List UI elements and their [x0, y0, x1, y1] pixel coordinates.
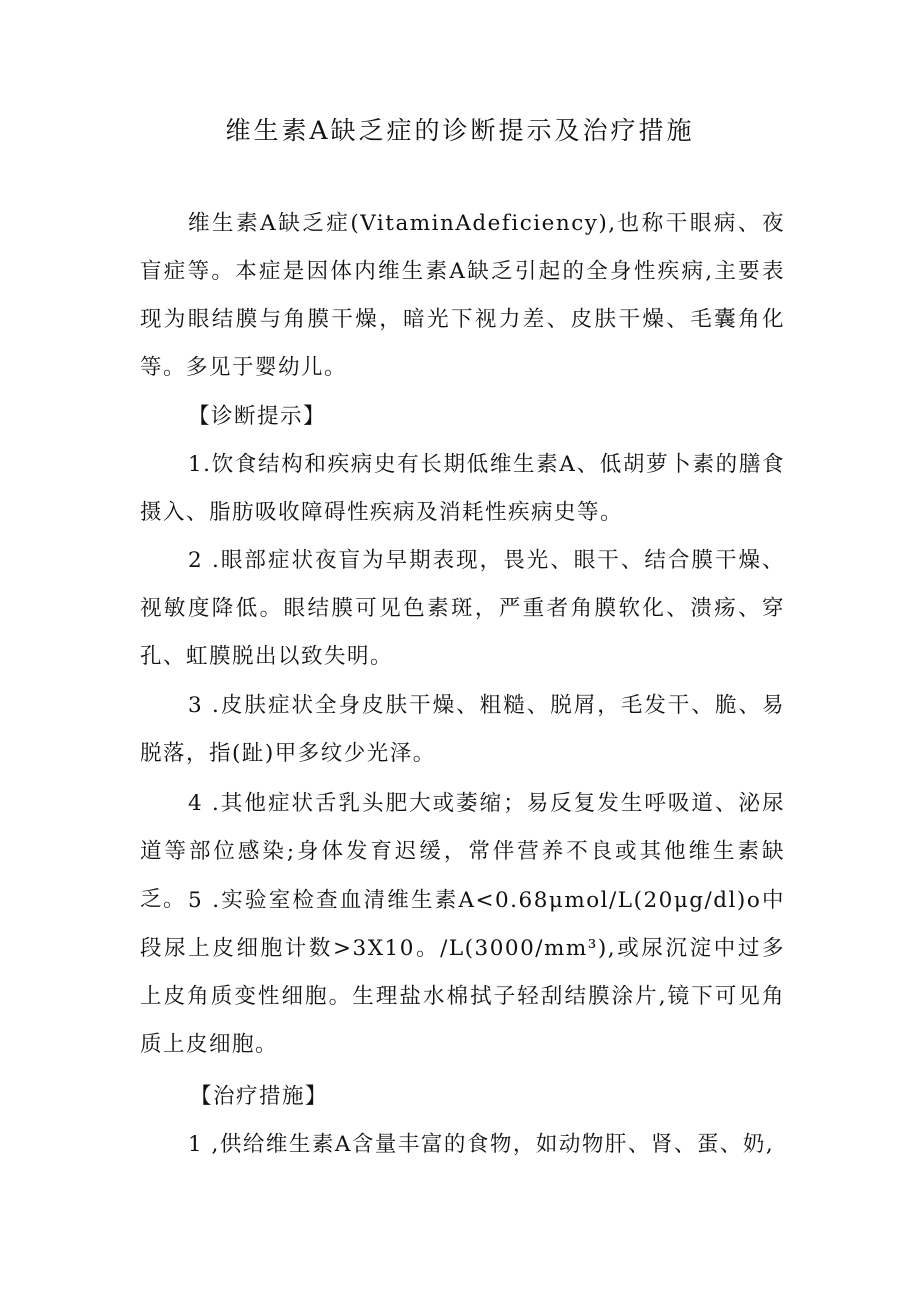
- diagnosis-item-1: 1.饮食结构和疾病史有长期低维生素A、低胡萝卜素的膳食摄入、脂肪吸收障碍性疾病及消耗性疾病史等。: [140, 452, 785, 525]
- diagnosis-heading: 【诊断提示】: [188, 404, 327, 429]
- document-title: 维生素A缺乏症的诊断提示及治疗措施: [225, 116, 695, 145]
- intro-paragraph: 维生素A缺乏症(VitaminAdeficiency),也称干眼病、夜盲症等。本症是因体内维生素A缺乏引起的全身性疾病,主要表现为眼结膜与角膜干燥，暗光下视力差、皮肤干燥、毛囊角化等。多见于婴幼儿。: [140, 211, 785, 380]
- treatment-item-1: 1 ,供给维生素A含量丰富的食物，如动物肝、肾、蛋、奶,: [188, 1132, 775, 1157]
- diagnosis-item-2: 2 .眼部症状夜盲为早期表现，畏光、眼干、结合膜干燥、视敏度降低。眼结膜可见色素斑，严重者角膜软化、溃疡、穿孔、虹膜脱出以致失明。: [140, 548, 785, 669]
- diagnosis-item-5: 5 .实验室检查血清维生素A<0.68μmol∕L(20μg∕dl)o中段尿上皮细胞计数>3X10。/L(3000∕mm³),或尿沉淀中过多上皮角质变性细胞。生理盐水棉拭子轻刮结膜涂片,镜下可见角质上皮细胞。: [140, 888, 785, 1057]
- diagnosis-item-4: 4 .其他症状舌乳头肥大或萎缩；易反复发生呼吸道、泌尿道等部位感染;身体发育迟缓，常伴营养不良或其他维生素缺乏。: [140, 791, 785, 912]
- treatment-heading: 【治疗措施】: [190, 1084, 329, 1109]
- diagnosis-item-3: 3 .皮肤症状全身皮肤干燥、粗糙、脱屑，毛发干、脆、易脱落，指(趾)甲多纹少光泽。: [140, 693, 785, 766]
